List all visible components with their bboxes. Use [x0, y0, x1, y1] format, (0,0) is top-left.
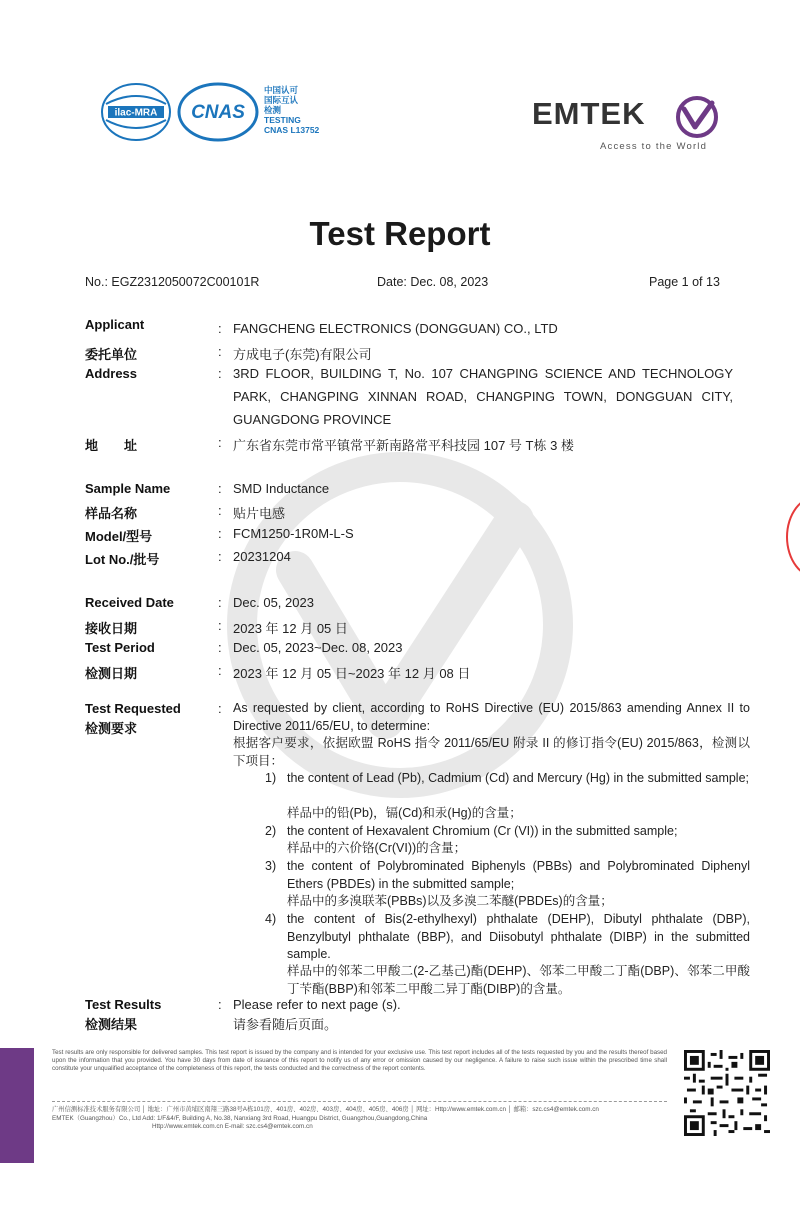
cert-line: 中国认可: [264, 85, 299, 95]
footer-divider: [52, 1101, 667, 1102]
item-en: the content of Hexavalent Chromium (Cr (VI)) in the submitted sample;: [287, 824, 678, 838]
test-requested-cn-label: 检测要求: [85, 721, 138, 736]
sample-name-cn-label: 样品名称: [85, 506, 138, 521]
report-title: Test Report: [309, 215, 491, 252]
applicant-value: FANGCHENG ELECTRONICS (DONGGUAN) CO., LTD: [233, 321, 558, 336]
test-results-label: Test Results: [85, 997, 162, 1012]
item-number: 2): [265, 824, 277, 838]
lot-value: 20231204: [233, 549, 291, 564]
received-date-cn-label: 接收日期: [85, 621, 138, 636]
cert-line: 国际互认: [264, 95, 299, 105]
item-en: the content of Bis(2-ethylhexyl) phthalate (DEHP), Dibutyl phthalate (DBP), Benzylbutyl phthalate (BBP), and Diisobutyl phthalate (DIBP) in the submitted sample.: [287, 912, 750, 961]
requested-intro: As requested by client, according to RoHS Directive (EU) 2015/863 amending Annex II to Directive 2011/65/EU, to determine:: [233, 701, 750, 733]
requested-intro-cn: 根据客户要求，依据欧盟 RoHS 指令 2011/65/EU 附录 II 的修订指令(EU) 2015/863，检测以下项目：: [233, 736, 750, 768]
cnas-cert-block: [264, 85, 319, 135]
colon: :: [218, 344, 222, 359]
colon: :: [218, 366, 222, 381]
footer-en-address: EMTEK（Guangzhou）Co., Ltd Add: 1/F&4/F, Building A, No.38, Nanxiang 3rd Road, Huangpu District, Guangzhou,Guangdong,China: [52, 1114, 428, 1122]
applicant-cn-value: 方成电子(东莞)有限公司: [233, 347, 372, 362]
colon: :: [218, 663, 222, 678]
colon: :: [218, 640, 222, 655]
received-date-label: Received Date: [85, 595, 174, 610]
emtek-logo-icon: [674, 94, 720, 140]
lot-label: Lot No./批号: [85, 552, 160, 567]
applicant-cn-label: 委托单位: [85, 347, 138, 362]
cert-line: 检测: [264, 105, 282, 115]
partial-seal-stamp: [786, 495, 800, 579]
report-number: No.: EGZ2312050072C00101R: [85, 275, 260, 289]
emtek-tagline: Access to the World: [600, 141, 708, 152]
test-period-value: Dec. 05, 2023~Dec. 08, 2023: [233, 640, 403, 655]
sample-name-cn-value: 贴片电感: [233, 506, 286, 521]
footer-web-email: Http://www.emtek.com.cn E-mail: szc.cs4@emtek.com.cn: [152, 1123, 313, 1130]
footer-disclaimer: Test results are only responsible for delivered samples. This test report is issued by the company and is intended for your exclusive use. This test report includes all of the tests requested by you and the results thereof based upon the information that you provided. You have 30 days from date of issuance of this report to notify us of any error or omission caused by our negligence. A failure to raise such issue within the prescribed time shall constitute your unqualified acceptance of the completeness of this report, the tests conducted and the correctness of the report contents.: [52, 1049, 667, 1072]
received-date-value: Dec. 05, 2023: [233, 595, 314, 610]
item-en: the content of Lead (Pb), Cadmium (Cd) and Mercury (Hg) in the submitted sample;: [287, 771, 750, 785]
test-requested-label: Test Requested: [85, 701, 181, 716]
test-results-value: Please refer to next page (s).: [233, 997, 401, 1012]
address-label: Address: [85, 366, 138, 381]
colon: :: [218, 701, 222, 716]
item-cn: 样品中的多溴联苯(PBBs)以及多溴二苯醚(PBDEs)的含量；: [287, 894, 613, 908]
item-cn: 样品中的邻苯二甲酸二(2-乙基己)酯(DEHP)、邻苯二甲酸二丁酯(DBP)、邻苯二甲酸丁苄酯(BBP)和邻苯二甲酸二异丁酯(DIBP)的含量。: [287, 964, 750, 996]
item-en: the content of Polybrominated Biphenyls (PBBs) and Polybrominated Diphenyl Ethers (PBDEs) in the submitted sample;: [287, 859, 750, 891]
page-indicator: Page 1 of 13: [649, 275, 720, 289]
item-number: 1): [265, 771, 277, 785]
colon: :: [218, 481, 222, 496]
colon: :: [218, 618, 222, 633]
received-date-cn-value: 2023 年 12 月 05 日: [233, 621, 348, 636]
test-period-label: Test Period: [85, 640, 155, 655]
colon: :: [218, 503, 222, 518]
model-value: FCM1250-1R0M-L-S: [233, 526, 354, 541]
address-value: 3RD FLOOR, BUILDING T, No. 107 CHANGPING SCIENCE AND TECHNOLOGY PARK, CHANGPING XINNAN ROAD, CHANGPING TOWN, DONGGUAN CITY, GUANGDONG PROVINCE: [233, 366, 733, 427]
colon: :: [218, 526, 222, 541]
address-cn-value: 广东省东莞市常平镇常平新南路常平科技园 107 号 T栋 3 楼: [233, 438, 574, 453]
colon: :: [218, 595, 222, 610]
qr-code: [684, 1050, 770, 1136]
test-period-cn-value: 2023 年 12 月 05 日~2023 年 12 月 08 日: [233, 666, 471, 681]
emtek-brand: EMTEK: [532, 96, 646, 131]
footer-cn-address: 广州信测标准技术服务有限公司 │ 地址：广州市黄埔区南翔三路38号A栋101房、401房、402房、403房、404房、405房、406房 │ 网址：Http://www.emtek.com.cn │ 邮箱：szc.cs4@emtek.com.cn: [52, 1106, 599, 1113]
footer-accent-bar: [0, 1048, 34, 1163]
test-results-cn-value: 请参看随后页面。: [233, 1017, 338, 1032]
item-number: 4): [265, 912, 277, 926]
item-number: 3): [265, 859, 277, 873]
address-cn-label: 地 址: [85, 438, 138, 453]
cnas-logo: [177, 82, 259, 142]
sample-name-value: SMD Inductance: [233, 481, 330, 496]
test-period-cn-label: 检测日期: [85, 666, 138, 681]
report-date: Date: Dec. 08, 2023: [377, 275, 489, 289]
item-cn: 样品中的铅(Pb)，镉(Cd)和汞(Hg)的含量；: [287, 806, 522, 820]
applicant-label: Applicant: [85, 317, 145, 332]
ilac-mra-logo: [100, 82, 172, 142]
item-cn: 样品中的六价铬(Cr(VI))的含量；: [287, 841, 467, 855]
cert-line: CNAS L13752: [264, 125, 320, 135]
colon: :: [218, 997, 222, 1012]
colon: :: [218, 549, 222, 564]
ilac-logo-text: ilac-MRA: [114, 107, 158, 119]
sample-name-label: Sample Name: [85, 481, 171, 496]
model-label: Model/型号: [85, 529, 153, 544]
test-results-cn-label: 检测结果: [85, 1017, 138, 1032]
cert-line: TESTING: [264, 115, 301, 125]
colon: :: [218, 435, 222, 450]
footer-address-block: [52, 1106, 667, 1132]
cnas-logo-text: CNAS: [191, 102, 245, 123]
colon: :: [218, 321, 222, 336]
